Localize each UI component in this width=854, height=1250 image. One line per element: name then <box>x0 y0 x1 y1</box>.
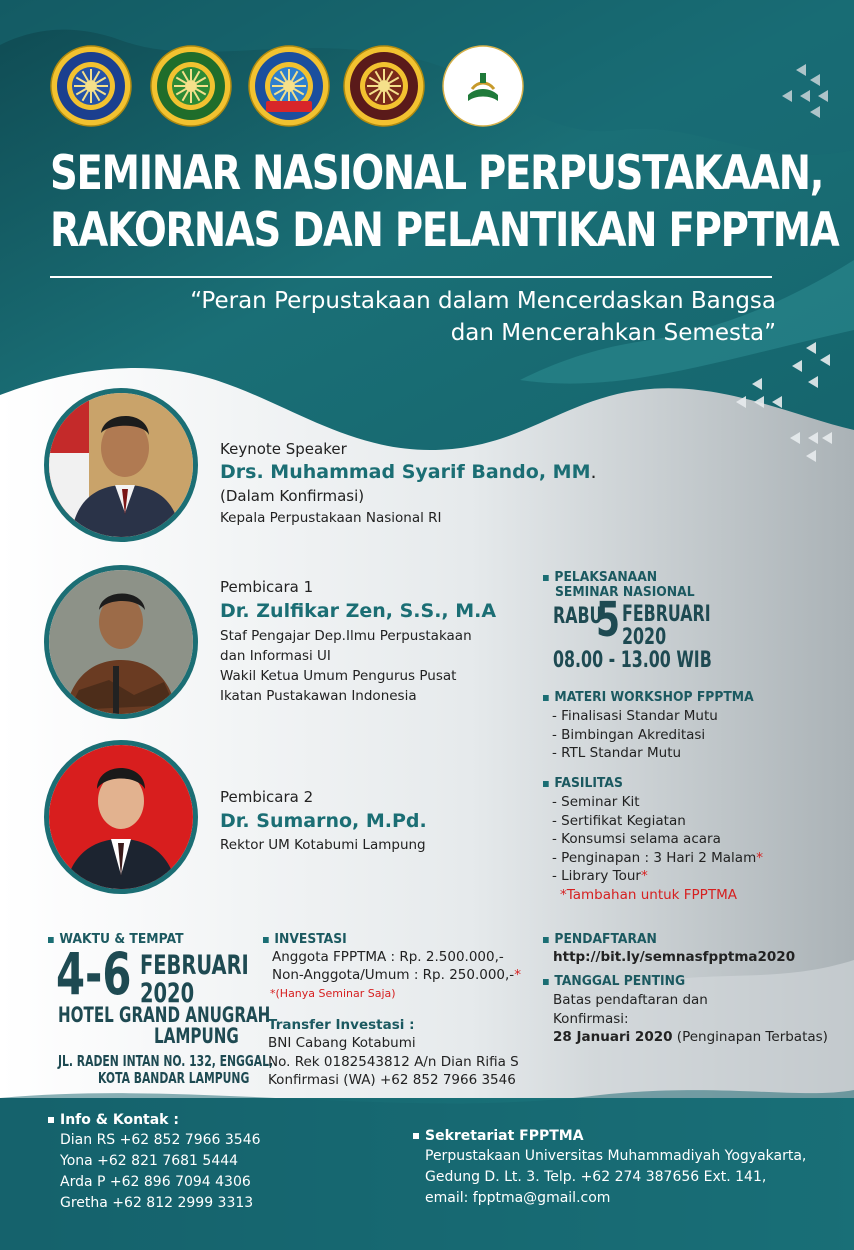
transfer-line: No. Rek 0182543812 A/n Dian Rifia S <box>268 1053 519 1070</box>
avatar-icon <box>49 745 193 889</box>
bullet-square-icon <box>543 695 549 701</box>
bullet-square-icon <box>543 979 549 985</box>
title-line-2: RAKORNAS DAN PELANTIKAN FPPTMA <box>50 203 839 258</box>
transfer-line: BNI Cabang Kotabumi <box>268 1035 416 1051</box>
transfer-details <box>268 1034 519 1090</box>
bullet-square-icon <box>48 937 54 943</box>
title-divider <box>50 276 772 278</box>
pelaksanaan-date-number: 5 <box>596 592 621 648</box>
sekretariat-line: email: fpptma@gmail.com <box>425 1190 611 1206</box>
speaker1-line-1: Staf Pengajar Dep.Ilmu Perpustakaan <box>220 628 472 644</box>
tanggal-date: 28 Januari 2020 <box>553 1029 673 1045</box>
waktu-heading: WAKTU & TEMPAT <box>48 932 184 947</box>
fasilitas-item: - Seminar Kit <box>552 794 640 810</box>
contact-list <box>60 1130 261 1214</box>
investasi-member: Anggota FPPTMA : Rp. 2.500.000,- <box>272 949 504 965</box>
transfer-line: Konfirmasi (WA) +62 852 7966 3546 <box>268 1072 516 1088</box>
tanggal-line: Batas pendaftaran dan <box>553 992 708 1008</box>
pelaksanaan-year: 2020 <box>622 625 667 650</box>
pelaksanaan-time: 08.00 - 13.00 WIB <box>553 648 712 673</box>
materi-item: - Finalisasi Standar Mutu <box>552 708 718 724</box>
keynote-name <box>220 461 597 483</box>
keynote-line-1: (Dalam Konfirmasi) <box>220 487 365 505</box>
fasilitas-note: *Tambahan untuk FPPTMA <box>560 886 737 903</box>
materi-item: - RTL Standar Mutu <box>552 745 682 761</box>
tanggal-line: Konfirmasi: <box>553 1010 629 1027</box>
fasilitas-heading: FASILITAS <box>543 776 623 791</box>
keynote-name-suffix: . <box>590 461 597 483</box>
contact-item: Gretha +62 812 2999 3313 <box>60 1195 254 1211</box>
speaker1-name: Dr. Zulfikar Zen, S.S., M.A <box>220 600 497 622</box>
sekretariat-details <box>425 1146 806 1209</box>
speaker1-line-4: Ikatan Pustakawan Indonesia <box>220 688 417 704</box>
um-metro-logo <box>50 45 132 127</box>
fpptma-logo <box>442 45 524 127</box>
materi-heading: MATERI WORKSHOP FPPTMA <box>543 690 754 705</box>
fasilitas-item: - Penginapan : 3 Hari 2 Malam* <box>552 849 763 866</box>
waktu-address-1: JL. RADEN INTAN NO. 132, ENGGAL, <box>58 1052 274 1070</box>
tanggal-heading: TANGGAL PENTING <box>543 974 685 989</box>
investasi-nonmember: Non-Anggota/Umum : Rp. 250.000,-* <box>272 967 521 983</box>
pendaftaran-link[interactable]: http://bit.ly/semnasfpptma2020 <box>553 949 796 965</box>
bullet-square-icon <box>543 575 549 581</box>
fpptma-logo-seal <box>442 45 524 127</box>
tanggal-details <box>553 991 828 1047</box>
pelaksanaan-subheading: SEMINAR NASIONAL <box>555 585 695 600</box>
keynote-name-text: Drs. Muhammad Syarif Bando, MM <box>220 461 591 483</box>
asterisk-mark: * <box>514 967 521 983</box>
waktu-month: FEBRUARI <box>140 950 249 981</box>
keynote-line-2: Kepala Perpustakaan Nasional RI <box>220 510 442 526</box>
fasilitas-item: - Sertifikat Kegiatan <box>552 812 686 829</box>
speaker2-line-1: Rektor UM Kotabumi Lampung <box>220 837 426 853</box>
speaker-photo-1 <box>44 565 198 719</box>
um-metro-logo-seal <box>50 45 132 127</box>
waktu-address-2: KOTA BANDAR LAMPUNG <box>98 1069 250 1087</box>
sekretariat-line: Gedung D. Lt. 3. Telp. +62 274 387656 Ext. 141, <box>425 1169 767 1185</box>
speaker2-name: Dr. Sumarno, M.Pd. <box>220 810 427 832</box>
waktu-date-range: 4-6 <box>56 940 132 1008</box>
bullet-square-icon <box>413 1133 419 1139</box>
asterisk-mark: * <box>756 849 763 866</box>
speaker-photo-keynote <box>44 388 198 542</box>
asterisk-mark: * <box>640 868 648 884</box>
pelaksanaan-day: RABU <box>553 604 603 629</box>
um-lampung-logo <box>150 45 232 127</box>
tanggal-date-line <box>553 1028 828 1047</box>
fasilitas-list <box>552 793 763 904</box>
subtitle-line-1: “Peran Perpustakaan dalam Mencerdaskan Bangsa <box>190 288 776 314</box>
materi-item: - Bimbingan Akreditasi <box>552 726 706 743</box>
um-kotabumi-logo-seal <box>343 45 425 127</box>
bullet-square-icon <box>48 1117 54 1123</box>
pelaksanaan-month: FEBRUARI <box>622 602 711 627</box>
speaker1-role: Pembicara 1 <box>220 578 314 596</box>
speaker1-line-2: dan Informasi UI <box>220 648 331 664</box>
speaker-photo-2 <box>44 740 198 894</box>
materi-list <box>552 707 718 763</box>
investasi-note: *(Hanya Seminar Saja) <box>270 987 396 1000</box>
investasi-heading: INVESTASI <box>263 932 347 947</box>
contact-item: Dian RS +62 852 7966 3546 <box>60 1132 261 1148</box>
subtitle-line-2: dan Mencerahkan Semesta” <box>450 320 776 346</box>
waktu-year: 2020 <box>140 978 195 1009</box>
bullet-square-icon <box>543 937 549 943</box>
waktu-venue-1: HOTEL GRAND ANUGRAH <box>58 1003 271 1027</box>
umpri-logo-seal <box>248 45 330 127</box>
pendaftaran-heading: PENDAFTARAN <box>543 932 657 947</box>
fasilitas-item: - Library Tour* <box>552 868 648 884</box>
tanggal-date-note: (Penginapan Terbatas) <box>672 1029 828 1045</box>
um-lampung-logo-seal <box>150 45 232 127</box>
sekretariat-line: Perpustakaan Universitas Muhammadiyah Yogyakarta, <box>425 1148 807 1164</box>
keynote-role: Keynote Speaker <box>220 440 347 458</box>
speaker2-role: Pembicara 2 <box>220 788 314 806</box>
um-kotabumi-logo <box>343 45 425 127</box>
contact-item: Arda P +62 896 7094 4306 <box>60 1174 251 1190</box>
sekretariat-heading: Sekretariat FPPTMA <box>413 1128 584 1144</box>
title-line-1: SEMINAR NASIONAL PERPUSTAKAAN, <box>50 146 824 201</box>
bullet-square-icon <box>263 937 269 943</box>
pelaksanaan-heading: PELAKSANAAN <box>543 570 657 585</box>
umpri-logo <box>248 45 330 127</box>
info-heading: Info & Kontak : <box>48 1112 179 1128</box>
avatar-icon <box>49 393 193 537</box>
transfer-heading: Transfer Investasi : <box>268 1017 415 1033</box>
fasilitas-item: - Konsumsi selama acara <box>552 831 721 847</box>
speaker1-line-3: Wakil Ketua Umum Pengurus Pusat <box>220 668 457 684</box>
waktu-venue-2: LAMPUNG <box>154 1024 239 1048</box>
bullet-square-icon <box>543 781 549 787</box>
avatar-icon <box>49 570 193 714</box>
contact-item: Yona +62 821 7681 5444 <box>60 1153 239 1169</box>
